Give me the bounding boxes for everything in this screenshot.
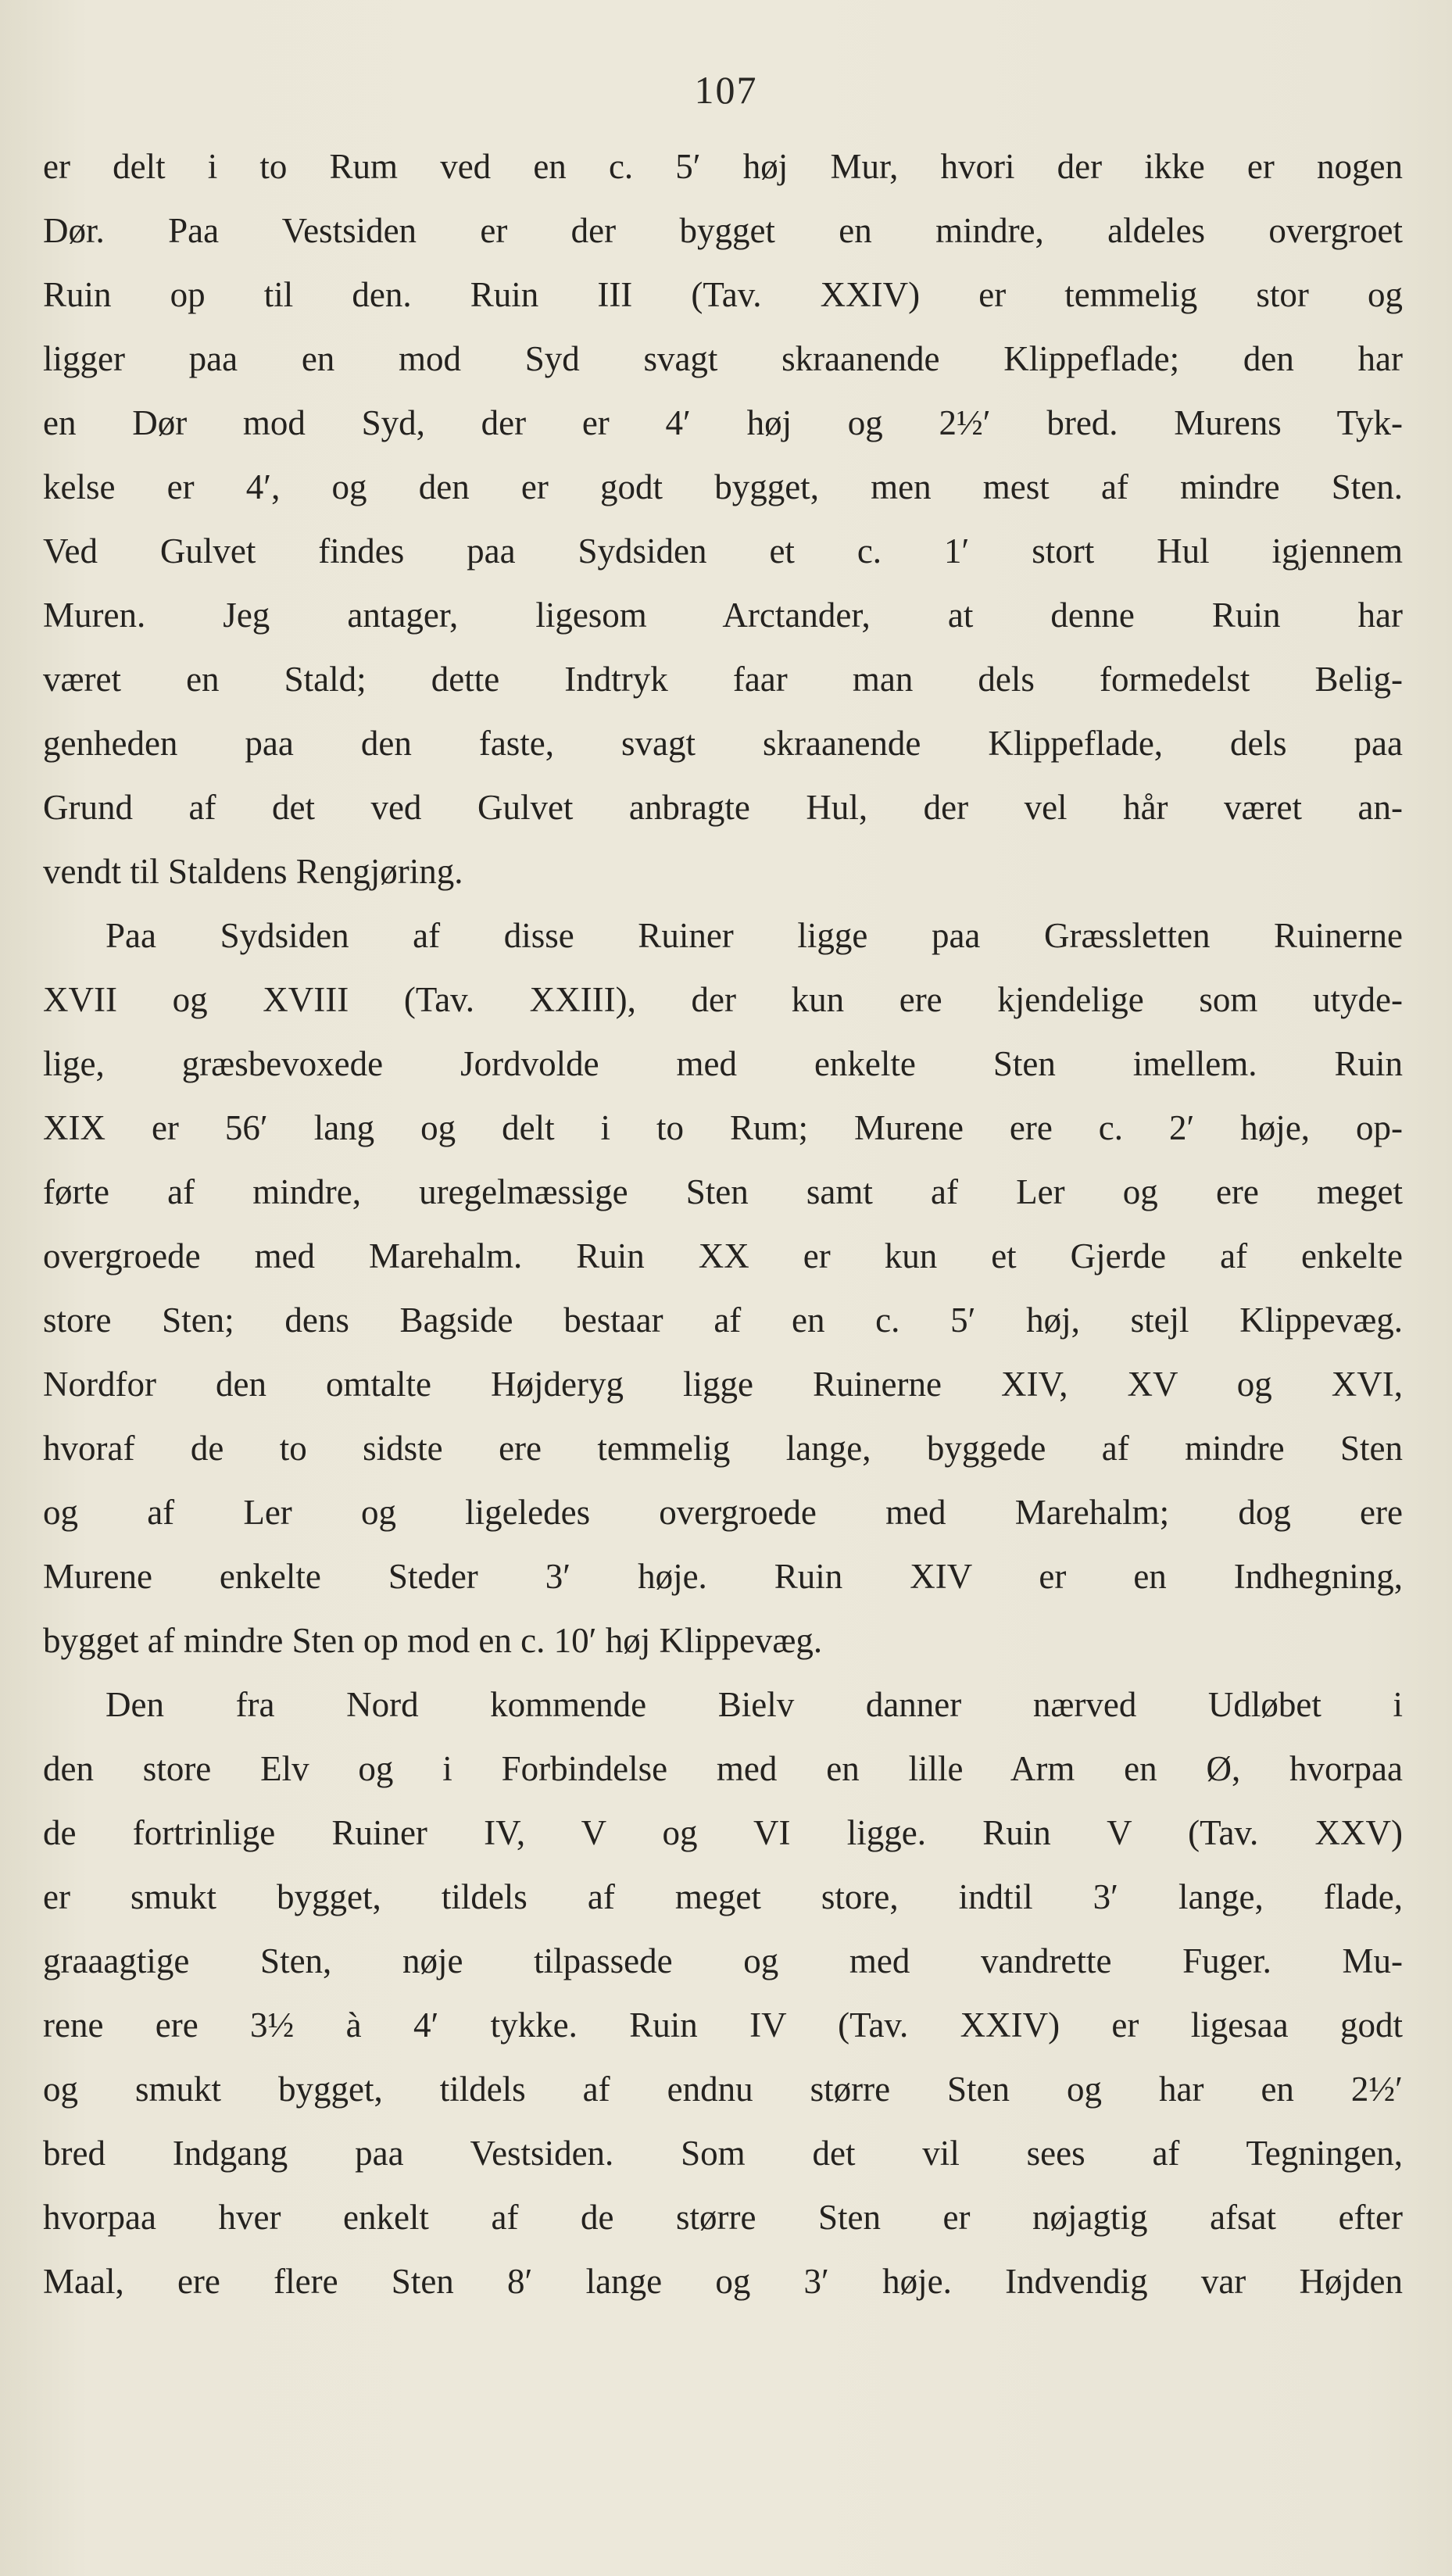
body-text	[43, 134, 1403, 2313]
text-line: førte af mindre, uregelmæssige Sten samt af Ler og ere meget	[43, 1172, 1403, 1211]
text-line: er delt i to Rum ved en c. 5′ høj Mur, hvori der ikke er nogen	[43, 147, 1403, 186]
text-line: Grund af det ved Gulvet anbragte Hul, der vel hår været an-	[43, 788, 1403, 827]
text-line: de fortrinlige Ruiner IV, V og VI ligge. Ruin V (Tav. XXV)	[43, 1813, 1403, 1852]
text-line: bygget af mindre Sten op mod en c. 10′ høj Klippevæg.	[43, 1621, 823, 1660]
text-line: en Dør mod Syd, der er 4′ høj og 2½′ bred. Murens Tyk-	[43, 403, 1403, 442]
text-line: ligger paa en mod Syd svagt skraanende Klippeflade; den har	[43, 339, 1403, 378]
text-line: rene ere 3½ à 4′ tykke. Ruin IV (Tav. XXIV) er ligesaa godt	[43, 2005, 1403, 2045]
text-line: overgroede med Marehalm. Ruin XX er kun et Gjerde af enkelte	[43, 1236, 1403, 1275]
text-line: og smukt bygget, tildels af endnu større Sten og har en 2½′	[43, 2070, 1403, 2109]
page-number: 107	[694, 68, 758, 112]
text-line: Maal, ere flere Sten 8′ lange og 3′ høje. Indvendig var Højden	[43, 2262, 1403, 2301]
text-line: store Sten; dens Bagside bestaar af en c. 5′ høj, stejl Klippevæg.	[43, 1301, 1403, 1340]
text-line: og af Ler og ligeledes overgroede med Marehalm; dog ere	[43, 1493, 1403, 1532]
text-line: lige, græsbevoxede Jordvolde med enkelte Sten imellem. Ruin	[43, 1044, 1403, 1083]
text-line: XVII og XVIII (Tav. XXIII), der kun ere kjendelige som utyde-	[43, 980, 1403, 1019]
text-line: Paa Sydsiden af disse Ruiner ligge paa Græssletten Ruinerne	[106, 916, 1403, 955]
text-line: Nordfor den omtalte Højderyg ligge Ruinerne XIV, XV og XVI,	[43, 1365, 1403, 1404]
text-line: er smukt bygget, tildels af meget store, indtil 3′ lange, flade,	[43, 1877, 1403, 1916]
text-line: Den fra Nord kommende Bielv danner nærved Udløbet i	[106, 1685, 1403, 1724]
text-line: Dør. Paa Vestsiden er der bygget en mindre, aldeles overgroet	[43, 211, 1403, 250]
text-line: Muren. Jeg antager, ligesom Arctander, at denne Ruin har	[43, 596, 1403, 635]
text-line: hvorpaa hver enkelt af de større Sten er nøjagtig afsat efter	[43, 2198, 1403, 2237]
text-line: vendt til Staldens Rengjøring.	[43, 852, 463, 891]
text-line: kelse er 4′, og den er godt bygget, men mest af mindre Sten.	[43, 467, 1403, 506]
text-line: Ruin op til den. Ruin III (Tav. XXIV) er temmelig stor og	[43, 275, 1403, 314]
text-line: genheden paa den faste, svagt skraanende Klippeflade, dels paa	[43, 724, 1403, 763]
text-line: XIX er 56′ lang og delt i to Rum; Murene ere c. 2′ høje, op-	[43, 1108, 1403, 1147]
text-line: hvoraf de to sidste ere temmelig lange, byggede af mindre Sten	[43, 1429, 1403, 1468]
text-line: været en Stald; dette Indtryk faar man dels formedelst Belig-	[43, 660, 1403, 699]
text-line: bred Indgang paa Vestsiden. Som det vil sees af Tegningen,	[43, 2134, 1403, 2173]
text-line: den store Elv og i Forbindelse med en lille Arm en Ø, hvorpaa	[43, 1749, 1403, 1788]
text-line: Murene enkelte Steder 3′ høje. Ruin XIV er en Indhegning,	[43, 1557, 1403, 1596]
text-line: graaagtige Sten, nøje tilpassede og med vandrette Fuger. Mu-	[43, 1941, 1403, 1980]
text-line: Ved Gulvet findes paa Sydsiden et c. 1′ stort Hul igjennem	[43, 531, 1403, 571]
